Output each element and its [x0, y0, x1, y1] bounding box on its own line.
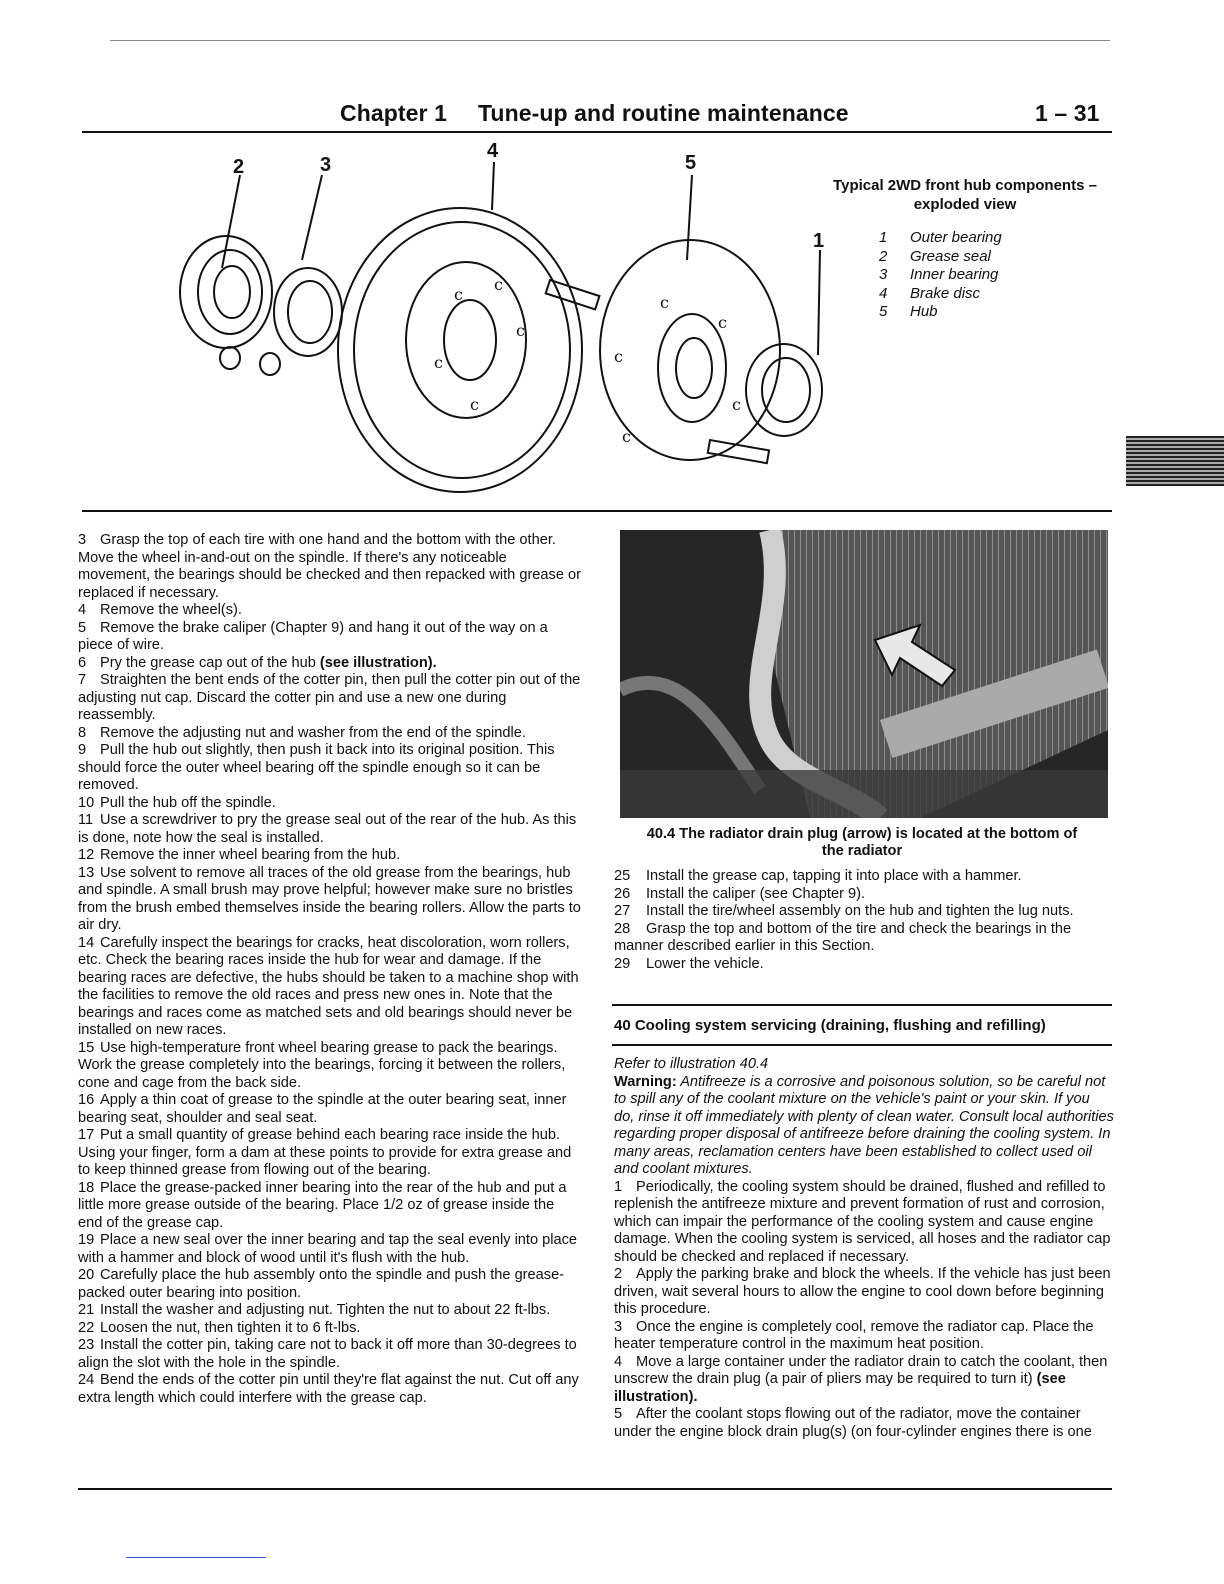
- step-13: 13 Use solvent to remove all traces of the old grease from the bearings, hub and spindle. A small brush may prove helpful; however make sure no bristles from the brush embed themselves inside the bearing rollers. Allow the parts to air dry.: [78, 864, 581, 933]
- svg-text:c: c: [494, 275, 503, 294]
- s40-step-3: 3 Once the engine is completely cool, remove the radiator cap. Place the heater temperature control in the maximum heat position.: [614, 1318, 1094, 1352]
- chapter-label: Chapter 1: [340, 100, 447, 126]
- step-23: 23 Install the cotter pin, taking care not to back it off more than 30-degrees to align the slot with the hole in the spindle.: [78, 1337, 577, 1371]
- step-24: 24 Bend the ends of the cotter pin until they're flat against the nut. Cut off any extra length which could interfere with the grease cap.: [78, 1372, 579, 1406]
- legend-item: 5 Hub: [879, 303, 938, 320]
- svg-text:c: c: [516, 321, 525, 340]
- step-12: 12 Remove the inner wheel bearing from the hub.: [78, 847, 401, 863]
- step-28: 28 Grasp the top and bottom of the tire and check the bearings in the manner described earlier in this Section.: [614, 920, 1072, 954]
- step-6: 6 Pry the grease cap out of the hub (see illustration).: [78, 654, 437, 671]
- step-11: 11 Use a screwdriver to pry the grease seal out of the rear of the hub. As this is done, note how the seal is installed.: [78, 812, 577, 846]
- page-number: 1 – 31: [1035, 100, 1100, 126]
- step-14: 14 Carefully inspect the bearings for cracks, heat discoloration, worn rollers, etc. Check the bearing races inside the hub for wear and damage. If the bearing races are defective, the hubs should be taken to a machine shop with the facilities to remove the old races and press new ones in. Note that the bearings and races come as matched sets and old bearings should never be installed on new races.: [78, 934, 579, 1038]
- s40-step-4: 4 Move a large container under the radiator drain to catch the coolant, then unscrew the drain plug (a pair of pliers may be required to turn it) (see illustration).: [614, 1353, 1108, 1405]
- chapter-tab-marker: [1126, 436, 1224, 486]
- step-22: 22 Loosen the nut, then tighten it to 6 ft-lbs.: [78, 1319, 361, 1336]
- radiator-photo-svg: [620, 530, 1108, 818]
- callout-2: 2: [233, 156, 245, 178]
- callout-5: 5: [685, 152, 697, 174]
- scan-line-top: [110, 40, 1110, 41]
- step-3: 3 Grasp the top of each tire with one hand and the bottom with the other. Move the wheel in-and-out on the spindle. If there's any noticeable movement, the bearings should be checked and then repacked with grease or replaced if necessary.: [78, 532, 581, 601]
- step-8: 8 Remove the adjusting nut and washer from the end of the spindle.: [78, 724, 526, 741]
- footer-link-line: [126, 1557, 266, 1558]
- svg-text:c: c: [660, 293, 669, 312]
- warning-label: Warning:: [614, 1073, 677, 1090]
- callout-1: 1: [813, 230, 825, 252]
- step-29: 29 Lower the vehicle.: [614, 955, 764, 972]
- callout-4: 4: [487, 140, 499, 162]
- photo-caption-line1: 40.4 The radiator drain plug (arrow) is located at the bottom of: [646, 826, 1078, 842]
- s40-step-2: 2 Apply the parking brake and block the wheels. If the vehicle has just been driven, wait several hours to allow the engine to cool down before beginning this procedure.: [614, 1266, 1111, 1317]
- svg-text:c: c: [718, 313, 727, 332]
- s40-step-5: 5 After the coolant stops flowing out of the radiator, move the container under the engine block drain plug(s) (on four-cylinder engines there is one: [614, 1406, 1092, 1440]
- header-rule: [82, 131, 1112, 133]
- svg-text:c: c: [614, 347, 623, 366]
- hub-exploded-diagram: [170, 140, 830, 500]
- figure-caption: [815, 176, 1115, 214]
- svg-text:c: c: [732, 395, 741, 414]
- figure-caption-line1: Typical 2WD front hub components –: [833, 177, 1097, 194]
- step-20: 20 Carefully place the hub assembly onto the spindle and push the grease-packed outer bearing into position.: [78, 1267, 565, 1301]
- legend-item: 3 Inner bearing: [879, 266, 999, 283]
- hub-diagram-svg: [170, 140, 830, 500]
- step-16: 16 Apply a thin coat of grease to the spindle at the outer bearing seat, inner bearing seat, shoulder and seal seat.: [78, 1092, 567, 1126]
- svg-text:c: c: [470, 395, 479, 414]
- figure-legend: [879, 229, 1002, 322]
- s40-step-1: 1 Periodically, the cooling system should be drained, flushed and refilled to replenish the antifreeze mixture and prevent formation of rust and corrosion, which can impair the performance of the cooling system and cause engine damage. When the cooling system is serviced, all hoses and the radiator cap should be checked and replaced if necessary.: [614, 1178, 1111, 1265]
- section40-body: [614, 1056, 1114, 1441]
- step-19: 19 Place a new seal over the inner bearing and tap the seal evenly into place with a hammer and block of wood until it's flush with the hub.: [78, 1232, 578, 1266]
- chapter-title: Tune-up and routine maintenance: [477, 100, 849, 126]
- photo-caption: [612, 826, 1112, 860]
- step-18: 18 Place the grease-packed inner bearing into the rear of the hub and put a little more grease outside of the bearing. Place 1/2 oz of grease inside the end of the grease cap.: [78, 1179, 567, 1231]
- figure-bottom-rule: [82, 510, 1112, 512]
- right-steps: [614, 868, 1114, 973]
- callout-3: 3: [320, 154, 332, 176]
- step-5: 5 Remove the brake caliper (Chapter 9) and hang it out of the way on a piece of wire.: [78, 619, 548, 653]
- section40-rule-top: [612, 1004, 1112, 1006]
- page-bottom-rule: [78, 1488, 1112, 1490]
- step-7: 7 Straighten the bent ends of the cotter pin, then pull the cotter pin out of the adjusting nut cap. Discard the cotter pin and use a new one during reassembly.: [78, 672, 581, 723]
- step-26: 26 Install the caliper (see Chapter 9).: [614, 885, 866, 902]
- chapter-header: [340, 100, 849, 127]
- step-17: 17 Put a small quantity of grease behind each bearing race inside the hub. Using your finger, form a dam at these points to provide for extra grease and to keep thinned grease from flowing out of the bearing.: [78, 1127, 572, 1178]
- step-27: 27 Install the tire/wheel assembly on the hub and tighten the lug nuts.: [614, 903, 1074, 919]
- left-column: [78, 532, 582, 1407]
- legend-item: 2 Grease seal: [879, 247, 991, 265]
- step-9: 9 Pull the hub out slightly, then push it back into its original position. This should force the outer wheel bearing off the spindle enough so it can be removed.: [78, 742, 555, 793]
- svg-text:c: c: [434, 353, 443, 372]
- figure-caption-line2: exploded view: [913, 196, 1017, 213]
- step-4: 4 Remove the wheel(s).: [78, 602, 242, 618]
- step-25: 25 Install the grease cap, tapping it into place with a hammer.: [614, 868, 1022, 884]
- svg-text:c: c: [622, 427, 631, 446]
- step-15: 15 Use high-temperature front wheel bearing grease to pack the bearings. Work the grease completely into the bearings, forcing it between the rollers, cone and cage from the back side.: [78, 1039, 566, 1091]
- photo-caption-line2: the radiator: [821, 843, 903, 859]
- section40-warning: Warning: Antifreeze is a corrosive and poisonous solution, so be careful not to spill any of the coolant mixture on the vehicle's paint or your skin. If you do, rinse it off immediately with plenty of clean water. Consult local authorities regarding proper disposal of antifreeze before draining the cooling system. In many areas, reclamation centers have been established to collect used oil and coolant mixtures.: [614, 1073, 1114, 1177]
- radiator-photo: [620, 530, 1108, 818]
- section40-heading: 40 Cooling system servicing (draining, flushing and refilling): [614, 1017, 1046, 1034]
- svg-text:c: c: [454, 285, 463, 304]
- legend-item: 4 Brake disc: [879, 284, 981, 302]
- step-10: 10 Pull the hub off the spindle.: [78, 794, 276, 811]
- section40-rule-bottom: [612, 1044, 1112, 1046]
- section40-refer: Refer to illustration 40.4: [614, 1056, 769, 1072]
- legend-item: 1 Outer bearing: [879, 229, 1002, 246]
- step-21: 21 Install the washer and adjusting nut. Tighten the nut to about 22 ft-lbs.: [78, 1302, 551, 1318]
